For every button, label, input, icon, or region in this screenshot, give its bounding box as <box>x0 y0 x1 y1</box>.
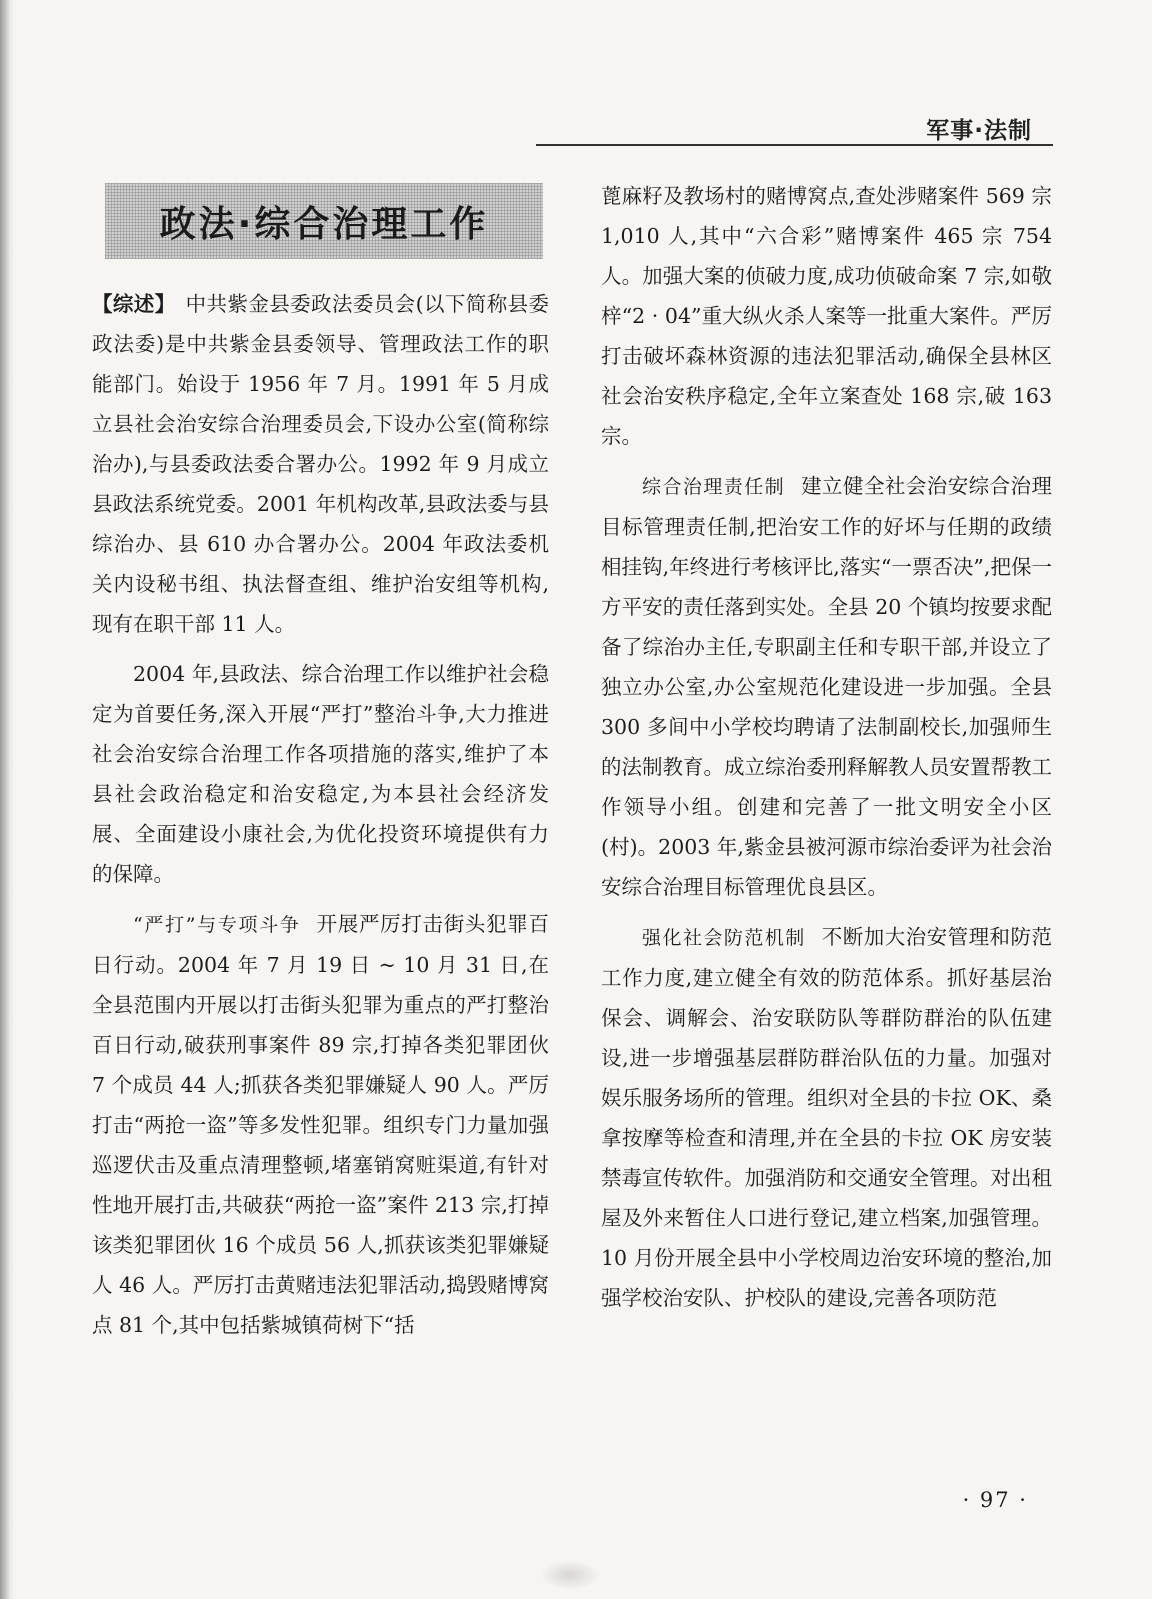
section-title: 政法·综合治理工作 <box>159 203 489 245</box>
yanda-paragraph <box>92 904 549 1345</box>
section-title-box <box>105 183 543 259</box>
zonghe-heading: 综合治理责任制 <box>642 476 786 498</box>
page-edge-shadow <box>0 0 14 1599</box>
summary-paragraph: 2004 年,县政法、综合治理工作以维护社会稳定为首要任务,深入开展“严打”整治斗争,大力推进社会治安综合治理工作各项措施的落实,维护了本县社会政治稳定和治安稳定,为本县社会经济发展、全面建设小康社会,为优化投资环境提供有力的保障。 <box>92 662 549 886</box>
left-column <box>92 284 549 1355</box>
overview-lead: 【综述】 <box>92 292 176 316</box>
header-rule <box>536 144 1053 146</box>
zonghe-text: 建立健全社会治安综合治理目标管理责任制,把治安工作的好坏与任期的政绩相挂钩,年终进行考核评比,落实“一票否决”,把保一方平安的责任落到实处。全县 20 个镇均按要求配备了综治办主任,专职副主任和专职干部,并设立了独立办公室,办公室规范化建设进一步加强。全县 300 多间中小学校均聘请了法制副校长,加强师生的法制教育。成立综治委刑释解教人员安置帮教工作领导小组。创建和完善了一批文明安全小区(村)。2003 年,紫金县被河源市综治委评为社会治安综合治理目标管理优良县区。 <box>601 474 1052 899</box>
fangfan-text: 不断加大治安管理和防范工作力度,建立健全有效的防范体系。抓好基层治保会、调解会、治安联防队等群防群治的队伍建设,进一步增强基层群防群治队伍的力量。加强对娱乐服务场所的管理。组织对全县的卡拉 OK、桑拿按摩等检查和清理,并在全县的卡拉 OK 房安装禁毒宣传软件。加强消防和交通安全管理。对出租屋及外来暂住人口进行登记,建立档案,加强管理。10 月份开展全县中小学校周边治安环境的整治,加强学校治安队、护校队的建设,完善各项防范 <box>601 925 1052 1310</box>
yanda-heading: “严打”与专项斗争 <box>133 914 301 936</box>
overview-text: 中共紫金县委政法委员会(以下简称县委政法委)是中共紫金县委领导、管理政法工作的职能部门。始设于 1956 年 7 月。1991 年 5 月成立县社会治安综合治理委员会,下设办公室(简称综治办),与县委政法委合署办公。1992 年 9 月成立县政法系统党委。2001 年机构改革,县政法委与县综治办、县 610 办合署办公。2004 年政法委机关内设秘书组、执法督查组、维护治安组等机构,现有在职干部 11 人。 <box>92 292 550 636</box>
fangfan-paragraph <box>601 917 1052 1318</box>
right-column <box>601 176 1052 1328</box>
page-number: · 97 · <box>962 1488 1028 1512</box>
zonghe-paragraph <box>601 466 1052 907</box>
fangfan-heading: 强化社会防范机制 <box>642 927 806 949</box>
running-head: 军事·法制 <box>926 118 1032 144</box>
continuation-paragraph: 蓖麻籽及教场村的赌博窝点,查处涉赌案件 569 宗 1,010 人,其中“六合彩”赌博案件 465 宗 754 人。加强大案的侦破力度,成功侦破命案 7 宗,如敬梓“2 · 04”重大纵火杀人案等一批重大案件。严厉打击破坏森林资源的违法犯罪活动,确保全县林区社会治安秩序稳定,全年立案查处 168 宗,破 163 宗。 <box>601 184 1052 448</box>
overview-paragraph <box>92 284 549 644</box>
scan-smudge <box>540 1560 600 1590</box>
yanda-text: 开展严厉打击街头犯罪百日行动。2004 年 7 月 19 日 ~ 10 月 31 日,在全县范围内开展以打击街头犯罪为重点的严打整治百日行动,破获刑事案件 89 宗,打掉各类犯罪团伙 7 个成员 44 人;抓获各类犯罪嫌疑人 90 人。严厉打击“两抢一盗”等多发性犯罪。组织专门力量加强巡逻伏击及重点清理整顿,堵塞销窝赃渠道,有针对性地开展打击,共破获“两抢一盗”案件 213 宗,打掉该类犯罪团伙 16 个成员 56 人,抓获该类犯罪嫌疑人 46 人。严厉打击黄赌违法犯罪活动,捣毁赌博窝点 81 个,其中包括紫城镇荷树下“括 <box>92 912 549 1337</box>
